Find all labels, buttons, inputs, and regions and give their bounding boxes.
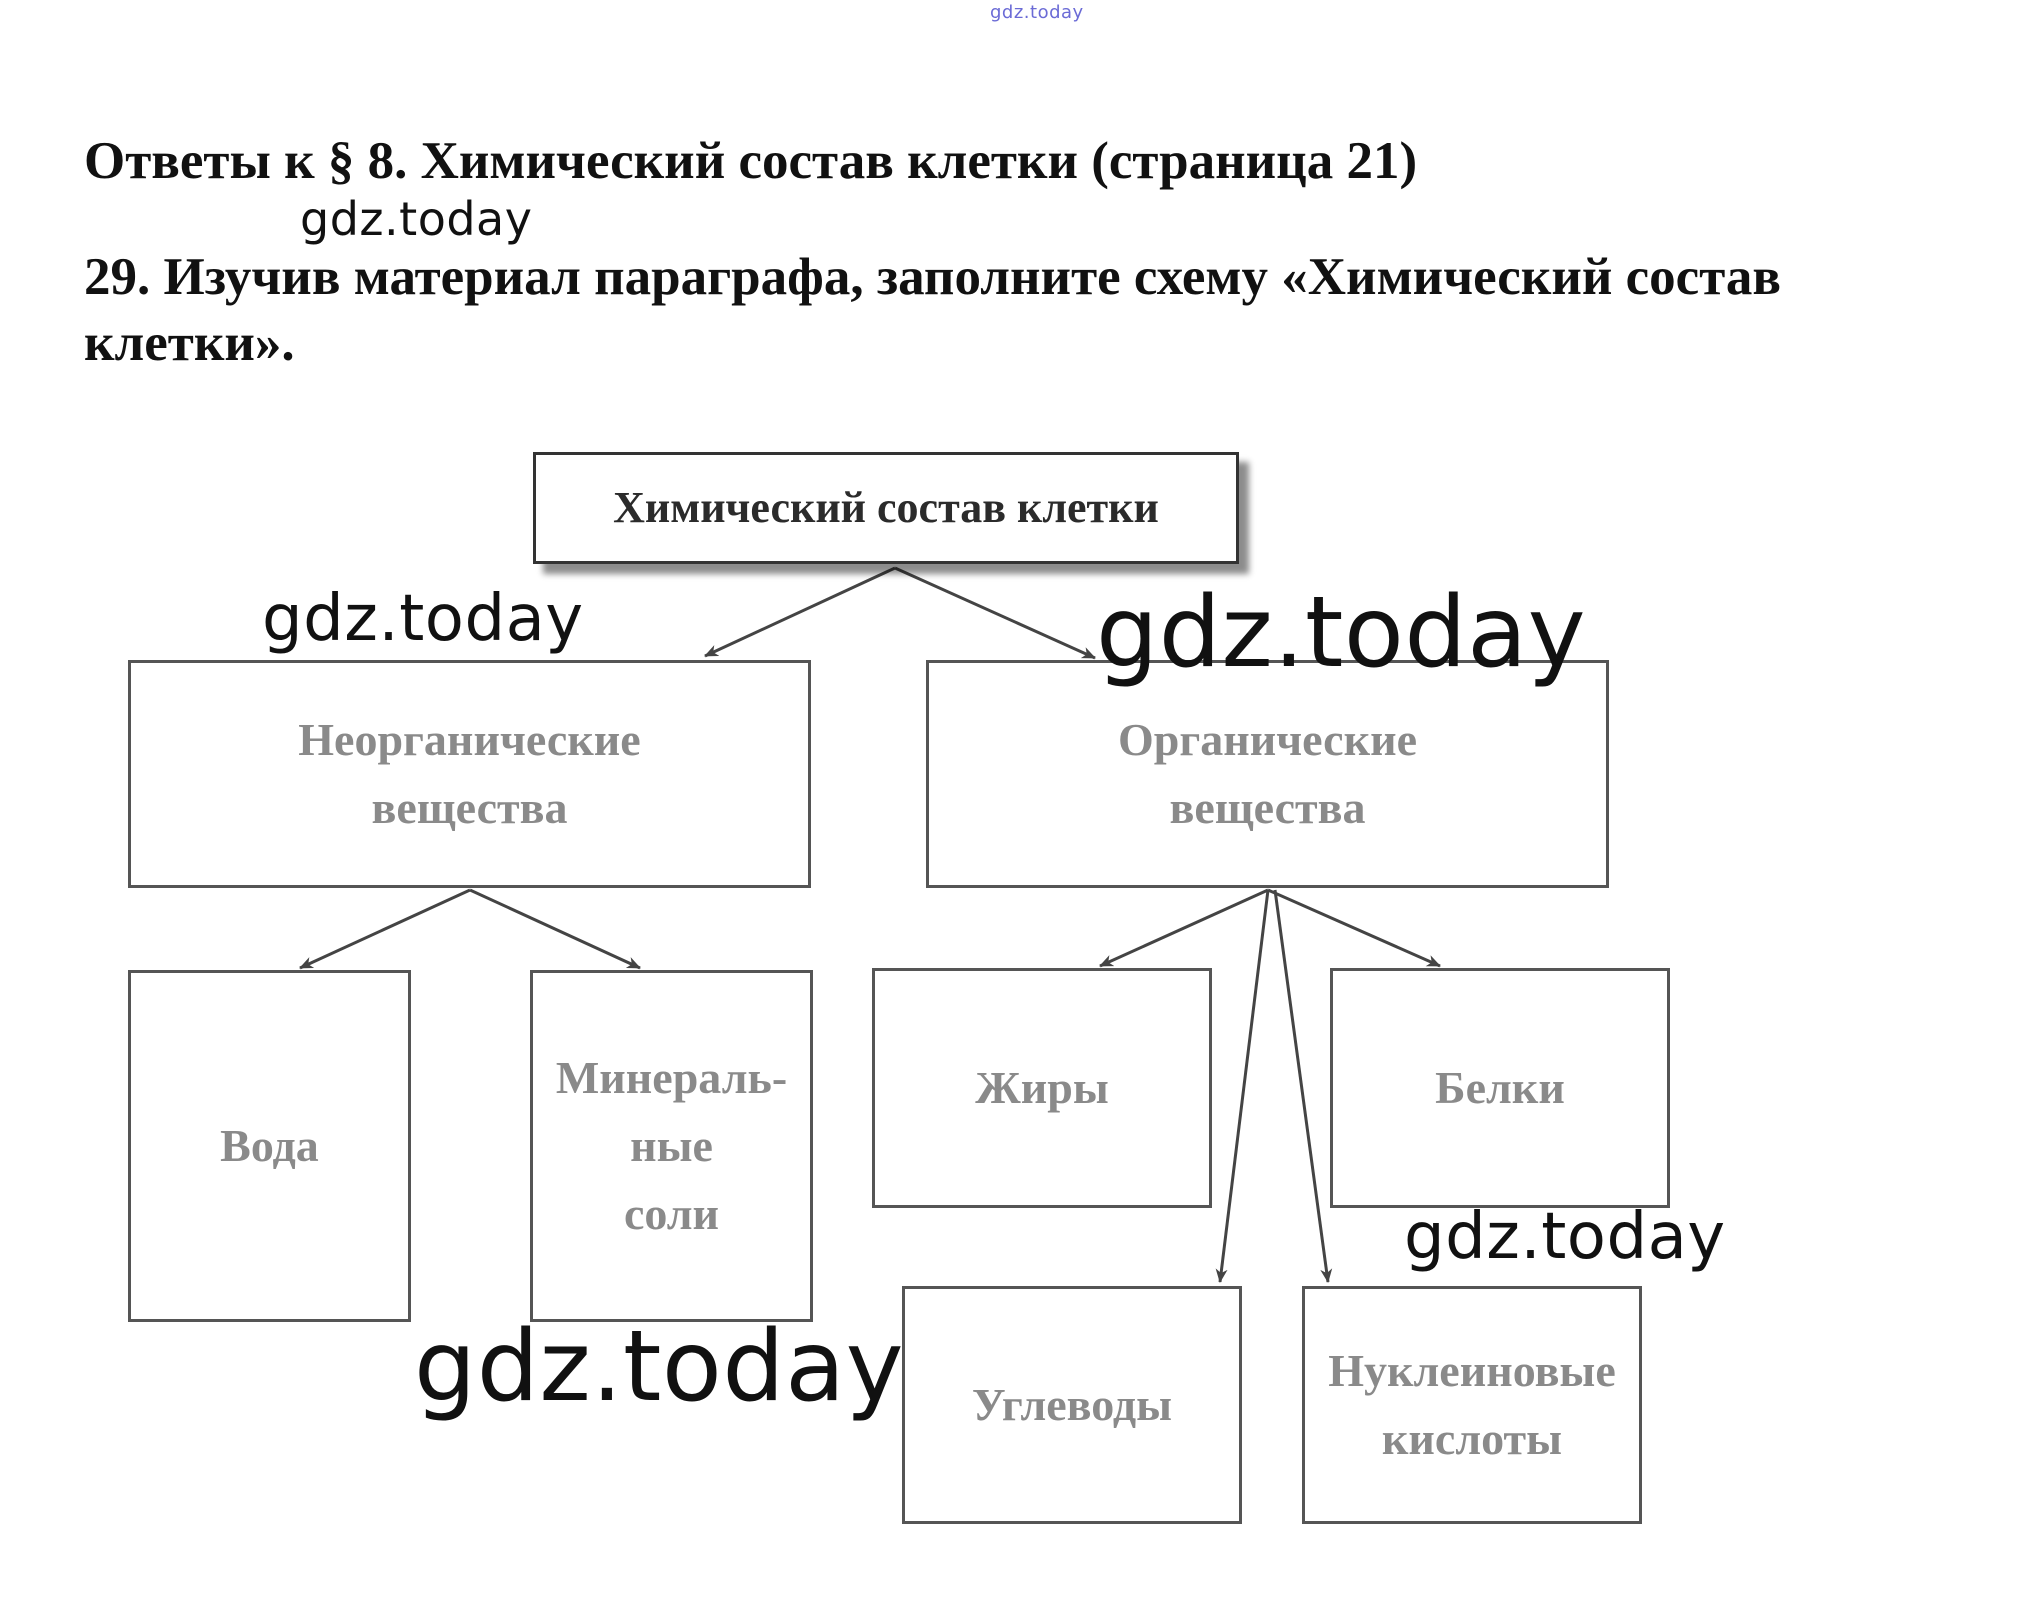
watermark-3: gdz.today [1096, 576, 1587, 690]
node-carbs [902, 1286, 1242, 1524]
arrow-organic-to-proteins [1268, 890, 1440, 966]
watermark-1: gdz.today [300, 192, 533, 246]
arrow-inorganic-to-water [300, 890, 470, 968]
node-organic [926, 660, 1609, 888]
watermark-5: gdz.today [414, 1310, 905, 1424]
arrow-organic-to-fats [1100, 890, 1268, 966]
node-water-label: Вода [220, 1120, 319, 1171]
node-organic-label: Органические вещества [1117, 714, 1418, 833]
task-line-2: клетки». [84, 314, 295, 372]
node-inorganic [128, 660, 811, 888]
node-minerals-label: Минераль- ные соли [555, 1052, 788, 1239]
node-carbs-label: Углеводы [971, 1379, 1173, 1430]
arrow-organic-to-carbs [1220, 890, 1268, 1282]
watermark-top: gdz.today [990, 2, 1084, 23]
node-fats [872, 968, 1212, 1208]
node-root [533, 452, 1239, 564]
node-proteins-label: Белки [1435, 1062, 1565, 1113]
node-fats-label: Жиры [975, 1062, 1109, 1113]
node-nucleic [1302, 1286, 1642, 1524]
arrow-root-to-organic [895, 568, 1095, 658]
node-root-label: Химический состав клетки [613, 483, 1159, 532]
node-nucleic-label: Нуклеиновые кислоты [1328, 1345, 1616, 1464]
arrow-inorganic-to-minerals [470, 890, 640, 968]
node-water [128, 970, 411, 1322]
arrow-root-to-inorganic [705, 568, 895, 656]
task-line-1: 29. Изучив материал параграфа, заполните схему «Химический состав [84, 248, 1782, 306]
node-proteins [1330, 968, 1670, 1208]
arrow-organic-to-nucleic [1275, 890, 1328, 1282]
node-minerals [530, 970, 813, 1322]
page-title: Ответы к § 8. Химический состав клетки (страница 21) [84, 132, 1418, 190]
watermark-4: gdz.today [1404, 1200, 1726, 1274]
watermark-2: gdz.today [262, 582, 584, 656]
node-inorganic-label: Неорганические вещества [298, 714, 641, 833]
